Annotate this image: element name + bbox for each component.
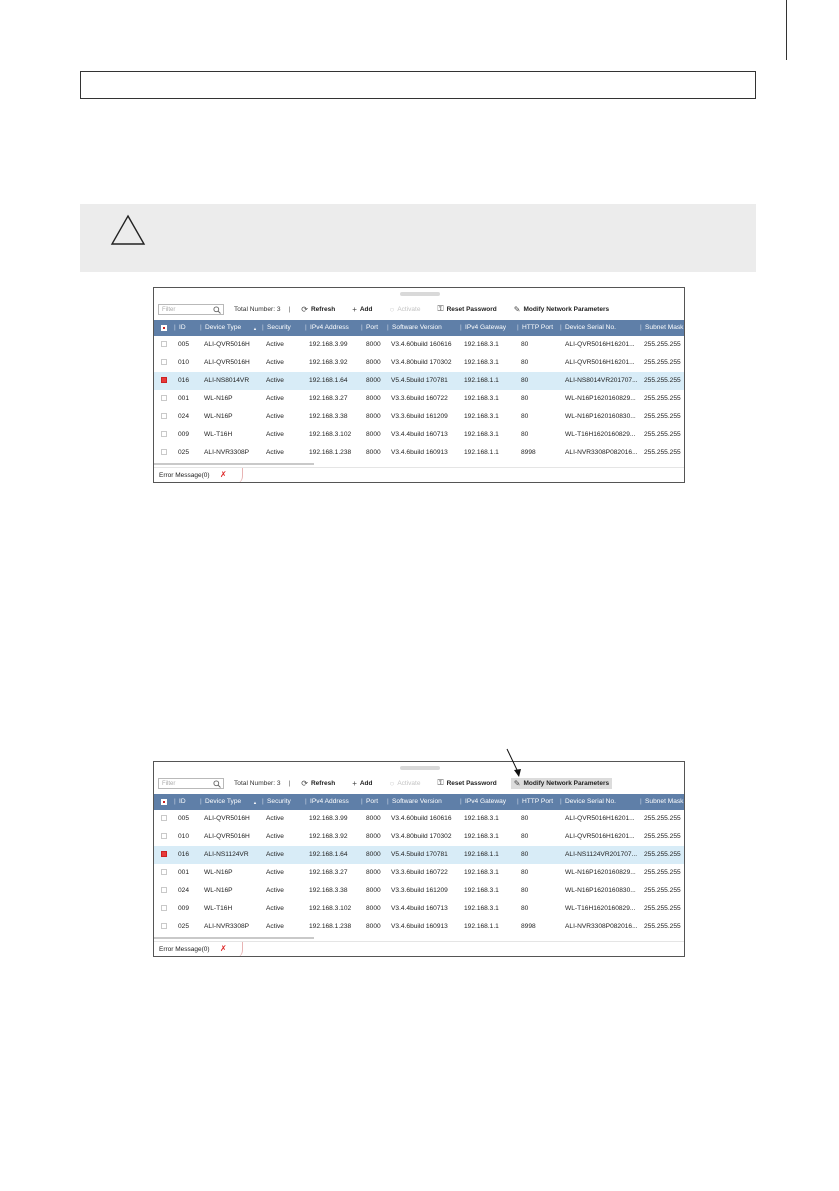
cell-software: V5.4.5build 170781 [391, 851, 448, 858]
cell-type: ALI-NS1124VR [204, 851, 249, 858]
modify-network-parameters-button[interactable] [511, 304, 612, 315]
cell-type: ALI-QVR5016H [204, 359, 250, 366]
add-label: Add [359, 305, 373, 313]
cell-security: Active [266, 359, 284, 366]
column-header-port[interactable]: Port [366, 798, 379, 805]
cell-serial: ALI-QVR5016H16201... [565, 815, 635, 822]
column-separator: | [460, 324, 462, 331]
edit-pencil-icon: ✎ [513, 304, 521, 314]
cell-port: 8000 [366, 449, 381, 456]
cell-mask: 255.255.255 [644, 449, 681, 456]
table-header [154, 794, 684, 810]
device-list-window [153, 287, 685, 483]
table-row[interactable] [154, 408, 684, 426]
cell-id: 001 [178, 869, 190, 876]
column-separator: | [387, 798, 389, 805]
edit-pencil-icon: ✎ [513, 778, 521, 788]
cell-software: V3.4.60build 160616 [391, 815, 452, 822]
column-header-security[interactable]: Security [267, 324, 291, 331]
cell-ip: 192.168.3.102 [309, 905, 352, 912]
modify-network-label: Modify Network Parameters [523, 305, 610, 313]
cell-ip: 192.168.3.99 [309, 815, 348, 822]
cell-http: 80 [521, 395, 529, 402]
cell-http: 80 [521, 341, 529, 348]
cell-gateway: 192.168.1.1 [464, 851, 499, 858]
toolbar-separator: | [288, 779, 291, 787]
row-checkbox[interactable] [161, 395, 167, 401]
reset-password-icon: ⚿ [437, 304, 444, 313]
activate-button[interactable] [387, 304, 424, 315]
cell-software: V3.4.6build 160913 [391, 449, 448, 456]
select-all-checkbox[interactable] [161, 325, 167, 331]
cell-security: Active [266, 431, 284, 438]
cell-security: Active [266, 869, 284, 876]
cell-software: V3.3.6build 160722 [391, 395, 448, 402]
column-separator: | [200, 324, 202, 331]
cell-ip: 192.168.3.92 [309, 833, 348, 840]
column-header-device-serial-no[interactable]: Device Serial No. [565, 798, 616, 805]
column-header-software-version[interactable]: Software Version [392, 324, 442, 331]
row-checkbox[interactable] [161, 377, 167, 383]
cell-mask: 255.255.255 [644, 431, 681, 438]
cell-id: 016 [178, 851, 190, 858]
cell-id: 010 [178, 359, 190, 366]
cell-security: Active [266, 413, 284, 420]
table-row[interactable] [154, 426, 684, 444]
error-message-tab[interactable]: Error Message(0) [159, 946, 210, 953]
table-row[interactable] [154, 372, 684, 390]
row-checkbox[interactable] [161, 341, 167, 347]
cell-mask: 255.255.255 [644, 869, 681, 876]
filter-placeholder: Filter [162, 780, 176, 787]
cell-serial: ALI-NVR3308P082016... [565, 923, 638, 930]
cell-software: V3.3.6build 161209 [391, 887, 448, 894]
add-label: Add [359, 779, 373, 787]
cell-gateway: 192.168.3.1 [464, 413, 499, 420]
total-number: Total Number: 3 [234, 305, 281, 313]
cell-ip: 192.168.3.38 [309, 887, 348, 894]
cell-port: 8000 [366, 359, 381, 366]
cell-id: 024 [178, 887, 190, 894]
row-checkbox[interactable] [161, 905, 167, 911]
activate-label: Activate [397, 305, 421, 313]
cell-type: WL-N16P [204, 869, 233, 876]
cell-software: V3.4.80build 170302 [391, 833, 452, 840]
sort-ascending-icon: ▲ [253, 326, 257, 331]
status-bar [154, 467, 684, 483]
table-row[interactable] [154, 336, 684, 354]
row-checkbox[interactable] [161, 431, 167, 437]
refresh-label: Refresh [310, 779, 336, 787]
table-row[interactable] [154, 444, 684, 462]
cell-serial: WL-T16H1620160829... [565, 431, 636, 438]
row-checkbox[interactable] [161, 359, 167, 365]
table-row[interactable] [154, 918, 684, 936]
column-separator: | [174, 324, 176, 331]
cell-security: Active [266, 833, 284, 840]
cell-port: 8000 [366, 815, 381, 822]
column-header-subnet-mask[interactable]: Subnet Mask [645, 324, 684, 331]
cell-security: Active [266, 377, 284, 384]
cell-gateway: 192.168.1.1 [464, 923, 499, 930]
table-row[interactable] [154, 900, 684, 918]
column-separator: | [174, 798, 176, 805]
cell-ip: 192.168.1.64 [309, 851, 348, 858]
cell-security: Active [266, 887, 284, 894]
refresh-icon: ⟳ [301, 778, 308, 788]
cell-serial: WL-N16P1620160830... [565, 413, 636, 420]
cell-id: 010 [178, 833, 190, 840]
cell-software: V3.3.6build 160722 [391, 869, 448, 876]
cell-serial: WL-N16P1620160829... [565, 395, 636, 402]
column-header-device-type[interactable]: Device Type [205, 324, 242, 331]
cell-http: 80 [521, 887, 529, 894]
column-header-security[interactable]: Security [267, 798, 291, 805]
column-header-ipv4-gateway[interactable]: IPv4 Gateway [465, 798, 507, 805]
cell-type: ALI-NS8014VR [204, 377, 250, 384]
cell-http: 80 [521, 359, 529, 366]
row-checkbox[interactable] [161, 449, 167, 455]
cell-gateway: 192.168.3.1 [464, 431, 499, 438]
cell-software: V3.4.80build 170302 [391, 359, 452, 366]
cell-type: WL-N16P [204, 887, 233, 894]
cell-port: 8000 [366, 395, 381, 402]
cell-id: 016 [178, 377, 190, 384]
cell-ip: 192.168.1.64 [309, 377, 348, 384]
cell-gateway: 192.168.3.1 [464, 869, 499, 876]
reset-password-label: Reset Password [446, 779, 497, 787]
toolbar [154, 772, 684, 794]
window-grip[interactable] [400, 766, 440, 770]
cell-mask: 255.255.255 [644, 413, 681, 420]
cell-serial: ALI-QVR5016H16201... [565, 833, 635, 840]
cell-type: WL-N16P [204, 395, 233, 402]
cell-mask: 255.255.255 [644, 851, 681, 858]
row-checkbox[interactable] [161, 887, 167, 893]
search-icon[interactable] [213, 306, 221, 314]
cell-software: V3.3.6build 161209 [391, 413, 448, 420]
cell-security: Active [266, 815, 284, 822]
cell-gateway: 192.168.1.1 [464, 449, 499, 456]
row-checkbox[interactable] [161, 413, 167, 419]
cell-port: 8000 [366, 887, 381, 894]
cell-type: WL-N16P [204, 413, 233, 420]
cell-mask: 255.255.255 [644, 395, 681, 402]
add-button[interactable] [349, 778, 375, 789]
horizontal-scrollbar[interactable] [154, 937, 314, 939]
cell-http: 80 [521, 815, 529, 822]
cell-id: 009 [178, 905, 190, 912]
cell-ip: 192.168.3.27 [309, 395, 348, 402]
cell-gateway: 192.168.3.1 [464, 815, 499, 822]
pointer-arrow-icon [505, 748, 525, 778]
cell-mask: 255.255.255 [644, 905, 681, 912]
cell-software: V3.4.60build 160616 [391, 341, 452, 348]
column-separator: | [560, 324, 562, 331]
cell-gateway: 192.168.3.1 [464, 905, 499, 912]
cell-serial: ALI-QVR5016H16201... [565, 341, 635, 348]
cell-port: 8000 [366, 341, 381, 348]
add-icon: + [352, 778, 357, 788]
cell-software: V3.4.4build 160713 [391, 905, 448, 912]
column-separator: | [460, 798, 462, 805]
table-header [154, 320, 684, 336]
window-grip[interactable] [400, 292, 440, 296]
row-checkbox[interactable] [161, 869, 167, 875]
cell-type: WL-T16H [204, 431, 233, 438]
cell-mask: 255.255.255 [644, 887, 681, 894]
reset-password-icon: ⚿ [437, 778, 444, 787]
cell-ip: 192.168.3.92 [309, 359, 348, 366]
cell-serial: WL-N16P1620160829... [565, 869, 636, 876]
cell-ip: 192.168.1.238 [309, 449, 352, 456]
cell-serial: ALI-NVR3308P082016... [565, 449, 638, 456]
column-header-id[interactable]: ID [179, 324, 186, 331]
cell-ip: 192.168.3.27 [309, 869, 348, 876]
filter-input[interactable] [158, 778, 224, 789]
cell-id: 024 [178, 413, 190, 420]
warning-triangle-icon [110, 214, 146, 246]
toolbar-separator: | [288, 305, 291, 313]
cell-mask: 255.255.255 [644, 923, 681, 930]
cell-port: 8000 [366, 905, 381, 912]
activate-icon: ○ [389, 304, 395, 314]
pin-icon[interactable]: ✗ [220, 470, 227, 479]
cell-gateway: 192.168.1.1 [464, 377, 499, 384]
table-row[interactable] [154, 354, 684, 372]
column-header-software-version[interactable]: Software Version [392, 798, 442, 805]
cell-port: 8000 [366, 431, 381, 438]
cell-http: 80 [521, 413, 529, 420]
cell-serial: ALI-NS1124VR201707... [565, 851, 638, 858]
cell-type: WL-T16H [204, 905, 233, 912]
column-separator: | [387, 324, 389, 331]
cell-gateway: 192.168.3.1 [464, 341, 499, 348]
cell-type: ALI-NVR3308P [204, 449, 250, 456]
cell-gateway: 192.168.3.1 [464, 395, 499, 402]
cell-http: 80 [521, 851, 529, 858]
refresh-button[interactable] [298, 778, 338, 789]
select-all-checkbox[interactable] [161, 799, 167, 805]
column-separator: | [262, 324, 264, 331]
table-row[interactable] [154, 828, 684, 846]
row-checkbox[interactable] [161, 815, 167, 821]
warning-note [80, 204, 756, 272]
column-separator: | [305, 798, 307, 805]
reset-password-label: Reset Password [446, 305, 497, 313]
column-header-http-port[interactable]: HTTP Port [522, 798, 554, 805]
error-message-tab[interactable]: Error Message(0) [159, 472, 210, 479]
cell-ip: 192.168.3.38 [309, 413, 348, 420]
cell-ip: 192.168.1.238 [309, 923, 352, 930]
cell-security: Active [266, 341, 284, 348]
row-checkbox[interactable] [161, 923, 167, 929]
column-separator: | [305, 324, 307, 331]
cell-port: 8000 [366, 851, 381, 858]
crop-mark [786, 0, 787, 60]
add-button[interactable] [349, 304, 375, 315]
cell-id: 025 [178, 923, 190, 930]
cell-software: V3.4.6build 160913 [391, 923, 448, 930]
cell-id: 001 [178, 395, 190, 402]
search-icon[interactable] [213, 780, 221, 788]
cell-gateway: 192.168.3.1 [464, 887, 499, 894]
column-header-port[interactable]: Port [366, 324, 379, 331]
row-checkbox[interactable] [161, 833, 167, 839]
table-row[interactable] [154, 810, 684, 828]
cell-id: 005 [178, 815, 190, 822]
cell-http: 8998 [521, 449, 536, 456]
cell-http: 80 [521, 833, 529, 840]
column-header-subnet-mask[interactable]: Subnet Mask [645, 798, 684, 805]
column-header-ipv4-address[interactable]: IPv4 Address [310, 324, 349, 331]
cell-security: Active [266, 905, 284, 912]
refresh-label: Refresh [310, 305, 336, 313]
cell-id: 005 [178, 341, 190, 348]
table-row[interactable] [154, 846, 684, 864]
table-row[interactable] [154, 864, 684, 882]
total-number: Total Number: 3 [234, 779, 281, 787]
cell-security: Active [266, 851, 284, 858]
cell-mask: 255.255.255 [644, 377, 681, 384]
cell-gateway: 192.168.3.1 [464, 359, 499, 366]
horizontal-scrollbar[interactable] [154, 463, 314, 465]
cell-security: Active [266, 449, 284, 456]
row-checkbox[interactable] [161, 851, 167, 857]
cell-mask: 255.255.255 [644, 815, 681, 822]
activate-icon: ○ [389, 778, 395, 788]
activate-button[interactable] [387, 778, 424, 789]
device-list-window [153, 761, 685, 957]
column-header-id[interactable]: ID [179, 798, 186, 805]
cell-software: V5.4.5build 170781 [391, 377, 448, 384]
column-separator: | [517, 798, 519, 805]
cell-gateway: 192.168.3.1 [464, 833, 499, 840]
cell-mask: 255.255.255 [644, 833, 681, 840]
cell-port: 8000 [366, 377, 381, 384]
column-header-device-serial-no[interactable]: Device Serial No. [565, 324, 616, 331]
table-row[interactable] [154, 390, 684, 408]
sort-ascending-icon: ▲ [253, 800, 257, 805]
device-table [154, 794, 684, 936]
cell-ip: 192.168.3.99 [309, 341, 348, 348]
pin-icon[interactable]: ✗ [220, 944, 227, 953]
column-header-http-port[interactable]: HTTP Port [522, 324, 554, 331]
modify-network-label: Modify Network Parameters [523, 779, 610, 787]
cell-mask: 255.255.255 [644, 359, 681, 366]
cell-http: 80 [521, 431, 529, 438]
cell-port: 8000 [366, 413, 381, 420]
add-icon: + [352, 304, 357, 314]
refresh-icon: ⟳ [301, 304, 308, 314]
column-separator: | [517, 324, 519, 331]
cell-type: ALI-QVR5016H [204, 341, 250, 348]
activate-label: Activate [397, 779, 421, 787]
column-separator: | [361, 324, 363, 331]
column-header-device-type[interactable]: Device Type [205, 798, 242, 805]
section-heading-box [80, 71, 756, 99]
cell-http: 80 [521, 377, 529, 384]
column-header-ipv4-gateway[interactable]: IPv4 Gateway [465, 324, 507, 331]
column-header-ipv4-address[interactable]: IPv4 Address [310, 798, 349, 805]
cell-ip: 192.168.3.102 [309, 431, 352, 438]
cell-serial: ALI-QVR5016H16201... [565, 359, 635, 366]
cell-serial: WL-T16H1620160829... [565, 905, 636, 912]
cell-http: 8998 [521, 923, 536, 930]
cell-id: 009 [178, 431, 190, 438]
cell-http: 80 [521, 905, 529, 912]
cell-type: ALI-QVR5016H [204, 815, 250, 822]
toolbar [154, 298, 684, 320]
cell-type: ALI-QVR5016H [204, 833, 250, 840]
cell-software: V3.4.4build 160713 [391, 431, 448, 438]
reset-password-button[interactable] [434, 303, 499, 315]
device-table [154, 320, 684, 462]
cell-port: 8000 [366, 923, 381, 930]
column-separator: | [361, 798, 363, 805]
column-separator: | [262, 798, 264, 805]
reset-password-button[interactable] [434, 777, 499, 789]
cell-security: Active [266, 923, 284, 930]
cell-port: 8000 [366, 869, 381, 876]
status-bar [154, 941, 684, 957]
cell-serial: ALI-NS8014VR201707... [565, 377, 638, 384]
cell-security: Active [266, 395, 284, 402]
filter-input[interactable] [158, 304, 224, 315]
cell-serial: WL-N16P1620160830... [565, 887, 636, 894]
column-separator: | [200, 798, 202, 805]
refresh-button[interactable] [298, 304, 338, 315]
modify-network-parameters-button[interactable] [511, 778, 612, 789]
column-separator: | [640, 798, 642, 805]
cell-mask: 255.255.255 [644, 341, 681, 348]
cell-type: ALI-NVR3308P [204, 923, 250, 930]
column-separator: | [640, 324, 642, 331]
filter-placeholder: Filter [162, 306, 176, 313]
table-row[interactable] [154, 882, 684, 900]
cell-port: 8000 [366, 833, 381, 840]
cell-id: 025 [178, 449, 190, 456]
cell-http: 80 [521, 869, 529, 876]
column-separator: | [560, 798, 562, 805]
